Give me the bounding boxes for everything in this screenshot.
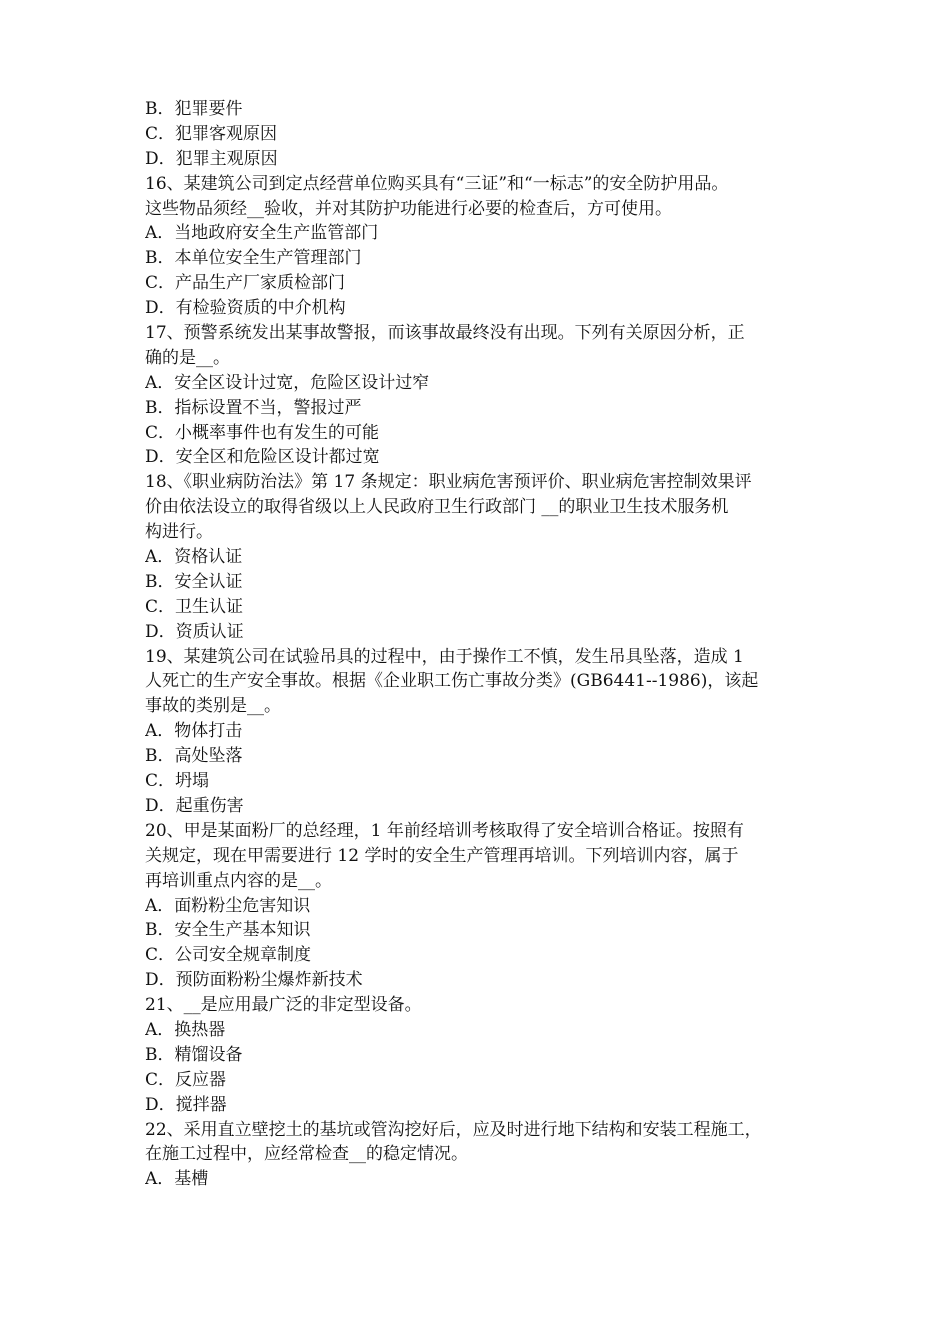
option-line: D．预防面粉粉尘爆炸新技术 [145,970,363,991]
option-line: A．换热器 [145,1019,226,1040]
option-line: C．卫生认证 [145,596,244,617]
option-line: B．本单位安全生产管理部门 [145,248,362,269]
option-line: A．资格认证 [145,547,243,568]
option-line: C．公司安全规章制度 [145,945,312,966]
question-20-line: 再培训重点内容的是__。 [145,870,332,891]
question-18-line: 价由依法设立的取得省级以上人民政府卫生行政部门 __的职业卫生技术服务机 [145,497,729,518]
question-19-line: 19、某建筑公司在试验吊具的过程中，由于操作工不慎，发生吊具坠落，造成 1 [145,646,744,667]
option-line: A．物体打击 [145,721,243,742]
option-line: D．起重伤害 [145,795,244,816]
option-line: B．犯罪要件 [145,99,243,119]
question-20-line: 关规定，现在甲需要进行 12 学时的安全生产管理再培训。下列培训内容，属于 [145,845,739,866]
option-line: B．高处坠落 [145,746,243,767]
option-line: D．资质认证 [145,621,244,642]
question-21-line: 21、__是应用最广泛的非定型设备。 [145,995,422,1016]
option-line: C．产品生产厂家质检部门 [145,273,346,294]
option-line: C．反应器 [145,1069,227,1090]
question-18-line: 构进行。 [145,522,213,543]
option-line: D．有检验资质的中介机构 [145,298,346,319]
question-18-line: 18、《职业病防治法》第 17 条规定：职业病危害预评价、职业病危害控制效果评 [145,472,752,493]
question-16-line: 16、某建筑公司到定点经营单位购买具有“三证”和“一标志”的安全防护用品。 [145,173,729,194]
question-17-line: 确的是__。 [145,347,230,368]
question-16-line: 这些物品须经__验收，并对其防护功能进行必要的检查后，方可使用。 [145,198,672,219]
document-body [145,97,817,1192]
option-line: A．当地政府安全生产监管部门 [145,223,379,244]
option-line: C．坍塌 [145,771,210,792]
option-line: C．小概率事件也有发生的可能 [145,422,380,443]
option-line: B．指标设置不当，警报过严 [145,397,362,418]
option-line: A．基槽 [145,1169,209,1190]
option-line: D．犯罪主观原因 [145,148,278,169]
question-19-line: 事故的类别是__。 [145,696,281,717]
option-line: B．安全生产基本知识 [145,920,311,941]
option-line: B．精馏设备 [145,1044,243,1065]
question-19-line: 人死亡的生产安全事故。根据《企业职工伤亡事故分类》(GB6441--1986)，该起 [145,671,759,692]
question-22-line: 22、采用直立壁挖土的基坑或管沟挖好后，应及时进行地下结构和安装工程施工， [145,1119,762,1140]
option-line: D．搅拌器 [145,1094,227,1115]
question-17-line: 17、预警系统发出某事故警报，而该事故最终没有出现。下列有关原因分析，正 [145,323,745,344]
question-22-line: 在施工过程中，应经常检查__的稳定情况。 [145,1144,468,1165]
option-line: D．安全区和危险区设计都过宽 [145,447,380,468]
question-20-line: 20、甲是某面粉厂的总经理，1 年前经培训考核取得了安全培训合格证。按照有 [145,820,744,841]
option-line: C．犯罪客观原因 [145,123,278,144]
option-line: B．安全认证 [145,571,243,592]
option-line: A．面粉粉尘危害知识 [145,895,311,916]
option-line: A．安全区设计过宽，危险区设计过窄 [145,372,430,393]
